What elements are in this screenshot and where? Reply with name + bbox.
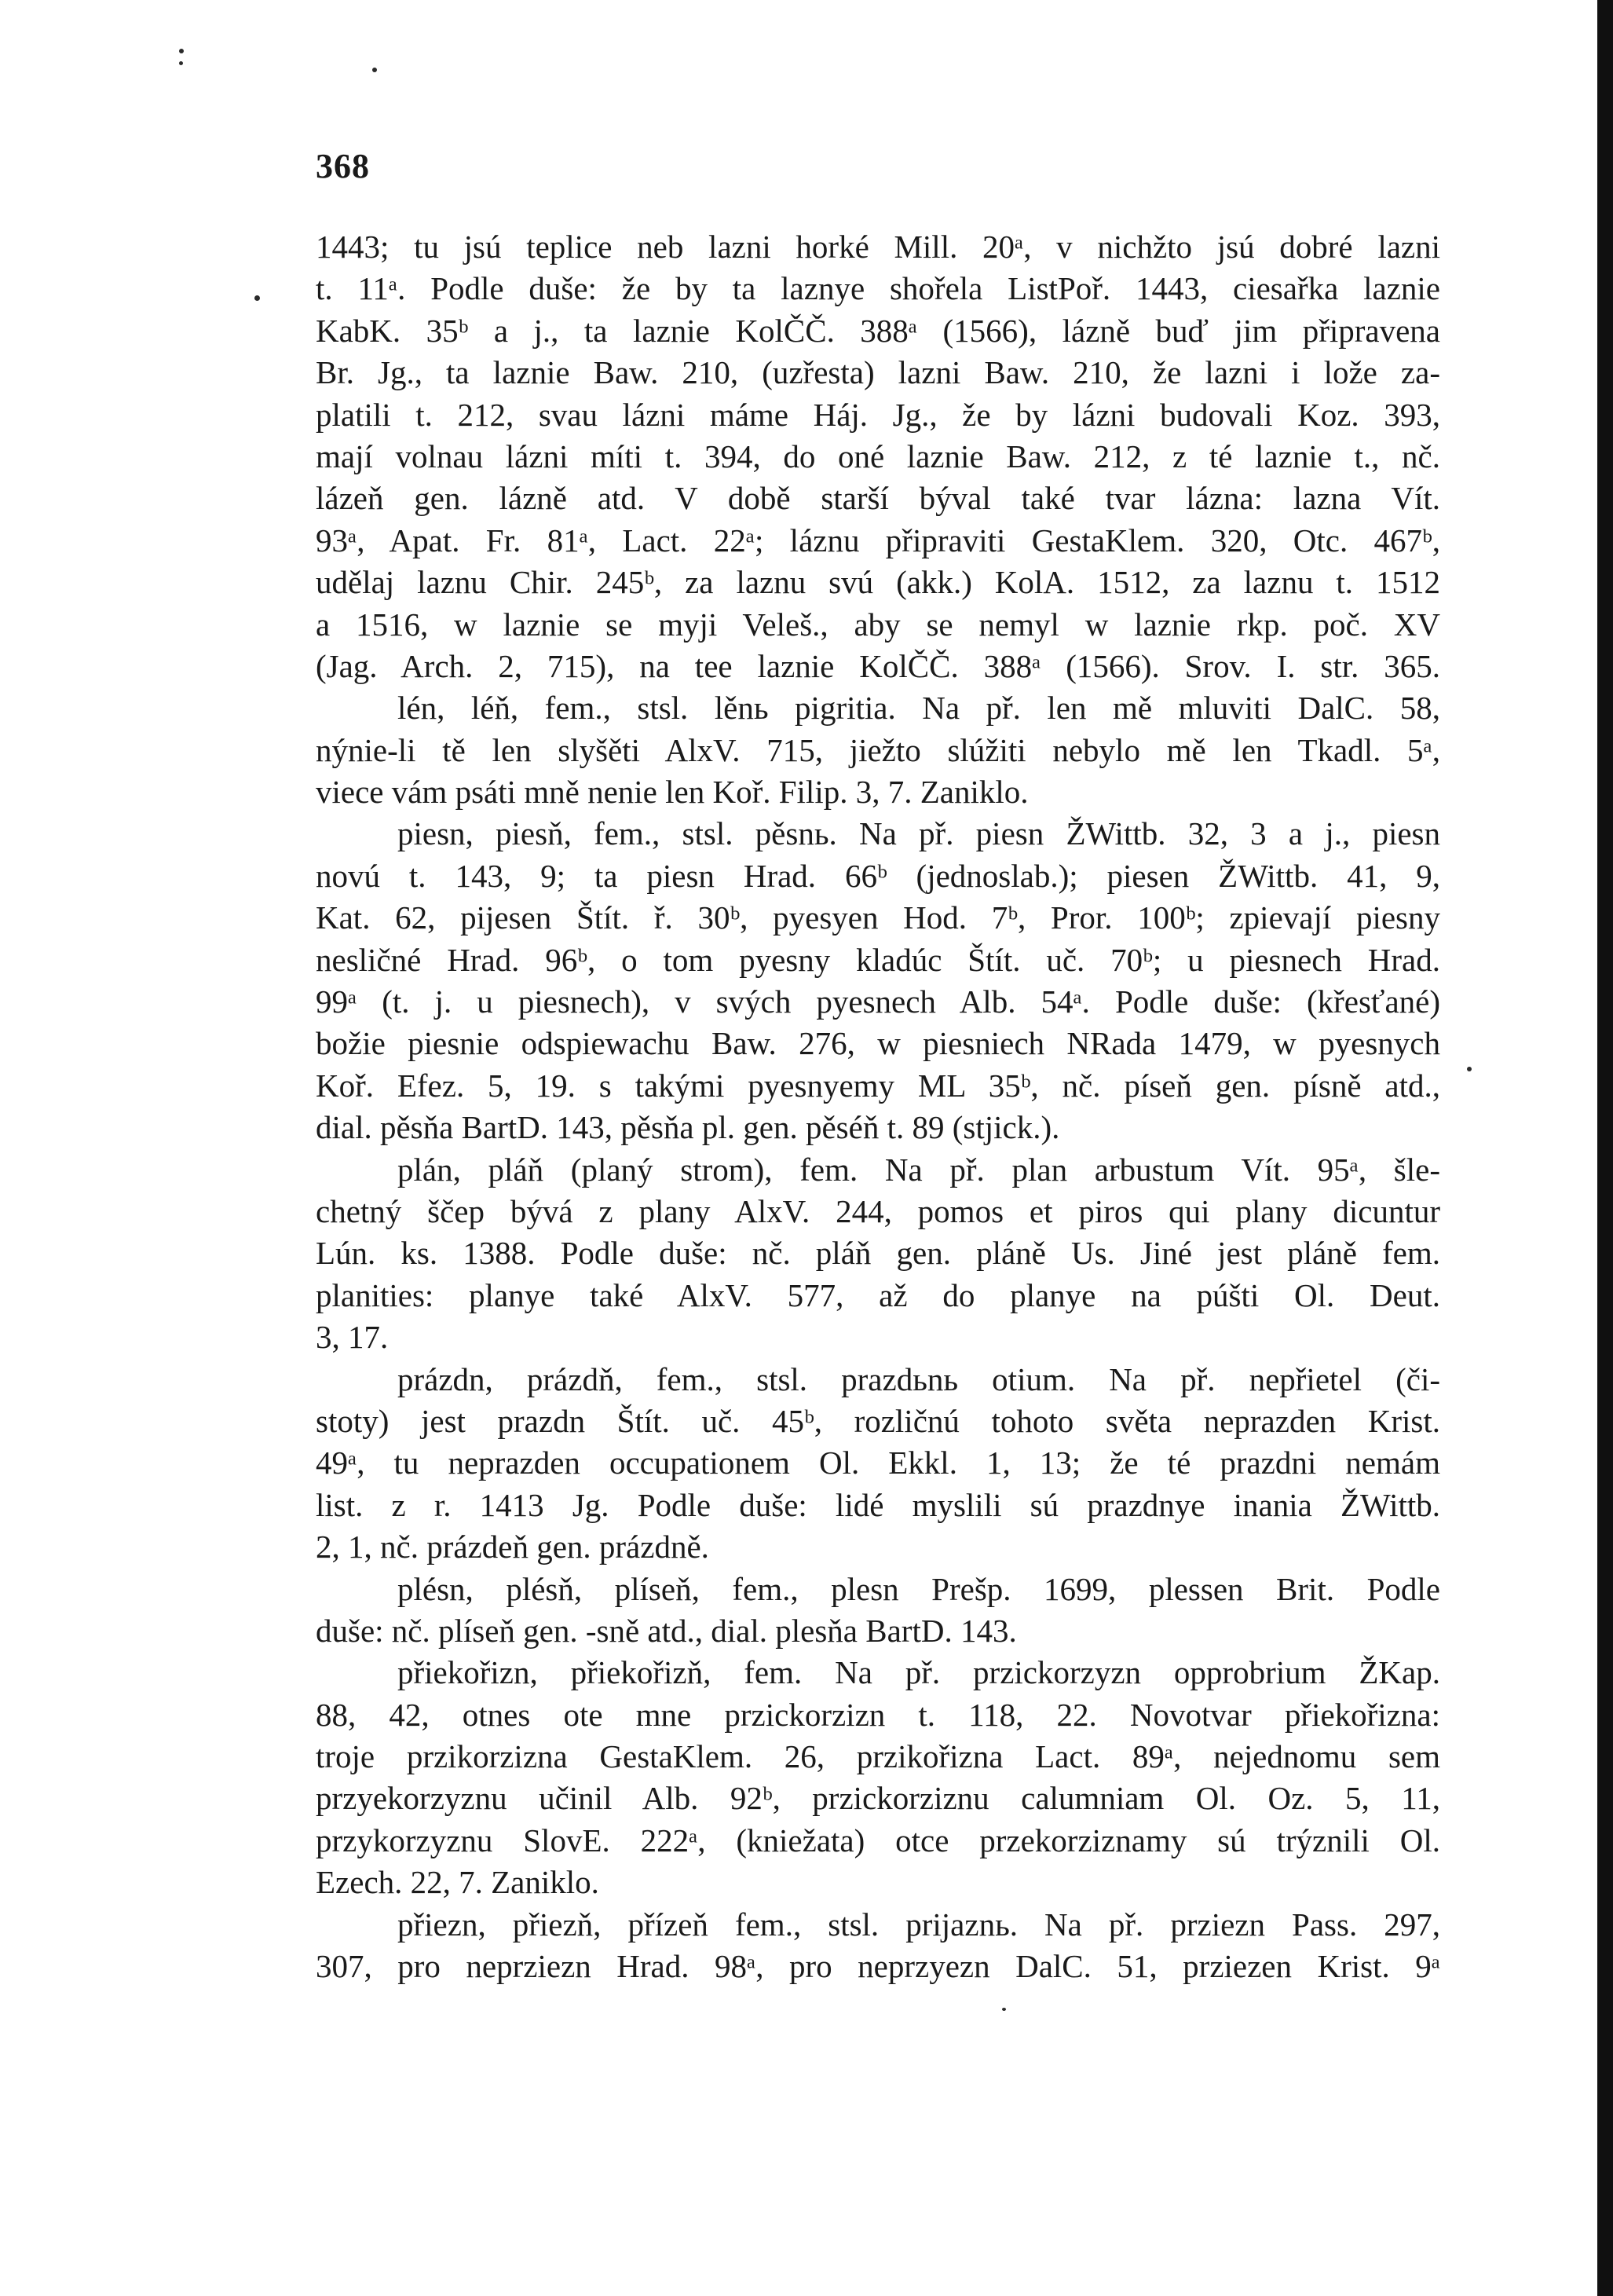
entry-line: piesn, piesň, fem., stsl. pěsnь. Na př. piesn ŽWittb. 32, 3 a j., piesn [397,815,1440,852]
text-line: Ezech. 22, 7. Zaniklo. [316,1864,599,1901]
text-line: a 1516, w laznie se myji Veleš., aby se nemyl w laznie rkp. poč. XV [316,606,1440,643]
page-edge [1597,0,1613,2296]
entry-line: přiekořizn, přiekořizň, fem. Na př. przickorzyzn opprobrium ŽKap. [397,1654,1440,1691]
text-line: chetný ščep bývá z plany AlxV. 244, pomos et piros qui plany dicuntur [316,1192,1440,1229]
text-line: przyekorzyznu učinil Alb. 92ᵇ, przickorziznu calumniam Ol. Oz. 5, 11, [316,1780,1440,1817]
text-line: novú t. 143, 9; ta piesn Hrad. 66ᵇ (jednoslab.); piesen ŽWittb. 41, 9, [316,857,1440,894]
entry-line: plán, pláň (planý strom), fem. Na př. plan arbustum Vít. 95ᵃ, šle- [397,1151,1440,1188]
scan-speck [179,61,183,65]
text-line: duše: nč. plíseň gen. -sně atd., dial. plesňa BartD. 143. [316,1612,1017,1649]
text-line: stoty) jest prazdn Štít. uč. 45ᵇ, rozličnú tohoto světa neprazden Krist. [316,1402,1440,1439]
entry-line: přiezn, přiezň, přízeň fem., stsl. prijaznь. Na př. przіezn Pass. 297, [397,1906,1440,1943]
text-line: 3, 17. [316,1319,389,1356]
text-line: KabK. 35ᵇ a j., ta laznie KolČČ. 388ᵃ (1566), lázně buď jim připravena [316,312,1440,349]
text-line: Kat. 62, pijesen Štít. ř. 30ᵇ, pyesyen Hod. 7ᵇ, Pror. 100ᵇ; zpievají piesny [316,899,1440,936]
text-line: (Jag. Arch. 2, 715), na tee laznie KolČČ. 388ᵃ (1566). Srov. I. str. 365. [316,647,1440,684]
text-line: planities: planye také AlxV. 577, až do planye na púšti Ol. Deut. [316,1276,1440,1313]
scan-speck [1467,1067,1472,1071]
text-line: 99ᵃ (t. j. u piesnech), v svých pyesnech Alb. 54ᵃ. Podle duše: (křesťané) [316,983,1440,1020]
text-line: 93ᵃ, Apat. Fr. 81ᵃ, Lact. 22ᵃ; láznu připraviti GestaKlem. 320, Otc. 467ᵇ, [316,522,1440,558]
entry-line: plésn, plésň, plíseň, fem., plesn Prešp. 1699, plessen Brit. Podle [397,1570,1440,1607]
text-line: troje przikorzizna GestaKlem. 26, przikořizna Lact. 89ᵃ, nejednomu sem [316,1738,1440,1775]
page-number: 368 [316,147,370,185]
text-line: list. z r. 1413 Jg. Podle duše: lidé myslili sú prazdnye inania ŽWittb. [316,1486,1440,1523]
text-line: viece vám psáti mně nenie len Koř. Filip. 3, 7. Zaniklo. [316,774,1029,811]
text-line: platili t. 212, svau lázni máme Háj. Jg., že by lázni budovali Koz. 393, [316,396,1440,433]
text-line: lázeň gen. lázně atd. V době starší býval také tvar lázna: lazna Vít. [316,480,1440,517]
text-line: 2, 1, nč. prázdeň gen. prázdně. [316,1529,709,1565]
body-text [316,226,1440,1987]
scan-speck [254,295,260,301]
text-line: mají volnau lázni míti t. 394, do oné laznie Baw. 212, z té laznie t., nč. [316,438,1440,474]
text-line: przykorzyznu SlovE. 222ᵃ, (kniežata) otce przekorziznamy sú trýznili Ol. [316,1822,1440,1858]
text-line: udělaj laznu Chir. 245ᵇ, za laznu svú (akk.) KolA. 1512, za laznu t. 1512 [316,564,1440,601]
text-line: Lún. ks. 1388. Podle duše: nč. pláň gen. pláně Us. Jiné jest pláně fem. [316,1235,1440,1272]
scan-speck [1002,2008,1006,2011]
text-line: 88, 42, otnes ote mne przickorzizn t. 118, 22. Novotvar přiekořizna: [316,1696,1440,1733]
entry-line: lén, léň, fem., stsl. lěnь pigritia. Na př. len mě mluviti DalC. 58, [397,690,1440,727]
text-line: dial. pěsňa BartD. 143, pěsňa pl. gen. pěséň t. 89 (stjick.). [316,1109,1060,1146]
text-line: 1443; tu jsú teplice neb lazni horké Mill. 20ᵃ, v nichžto jsú dobré lazni [316,229,1440,265]
text-line: t. 11ᵃ. Podle duše: že by ta laznye shořela ListPoř. 1443, ciesařka laznie [316,270,1440,307]
text-line: božie piesnie odspiewachu Baw. 276, w piesniech NRada 1479, w pyesnych [316,1025,1440,1062]
text-line: 307, pro neprziezn Hrad. 98ᵃ, pro neprzyezn DalC. 51, przіezen Krist. 9ᵃ [316,1948,1440,1985]
scan-speck [372,68,377,72]
text-line: 49ᵃ, tu neprazden occupationem Ol. Ekkl. 1, 13; že té prazdni nemám [316,1445,1440,1481]
text-line: Koř. Efez. 5, 19. s takými pyesnyemy ML 35ᵇ, nč. píseň gen. písně atd., [316,1067,1440,1104]
entry-line: prázdn, prázdň, fem., stsl. prazdьnь otium. Na př. nepřietel (či- [397,1360,1440,1397]
text-line: nesličné Hrad. 96ᵇ, o tom pyesny kladúc Štít. uč. 70ᵇ; u piesnech Hrad. [316,941,1440,978]
text-line: nýnie-li tě len slyšěti AlxV. 715, jiežto slúžiti nebylo mě len Tkadl. 5ᵃ, [316,731,1440,768]
text-line: Br. Jg., ta laznie Baw. 210, (uzřesta) lazni Baw. 210, že lazni i lože za- [316,354,1440,391]
scan-speck [179,49,184,53]
